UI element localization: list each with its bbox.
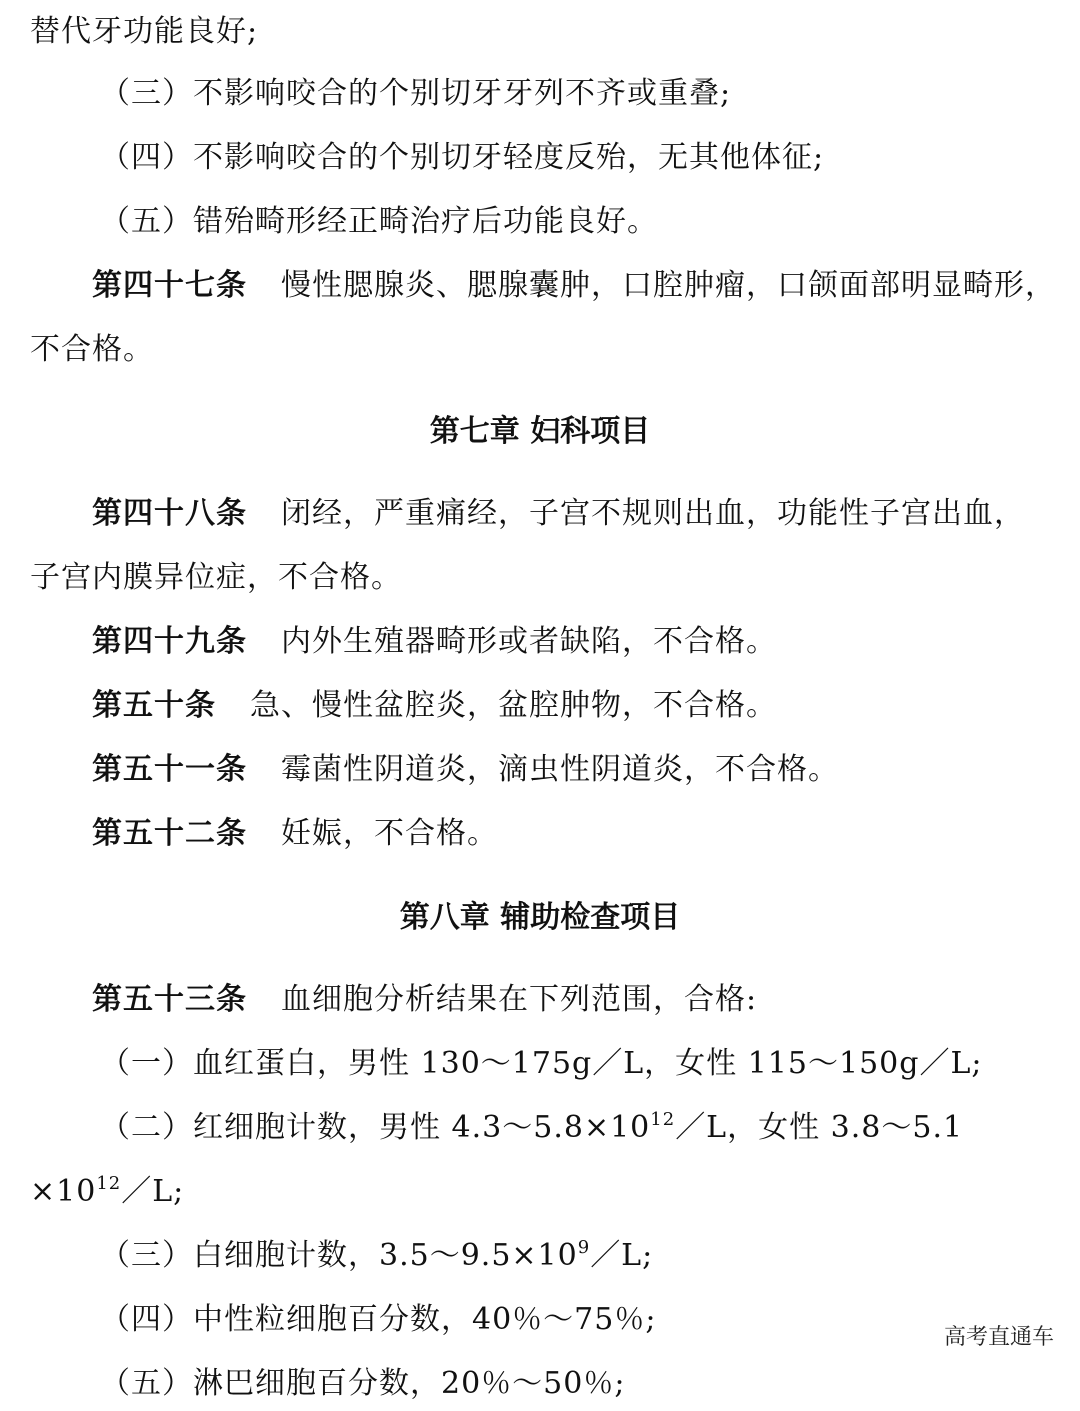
line-text: ／L; [590, 1238, 654, 1273]
watermark: 高考直通车 [943, 1325, 1054, 1350]
article-text: 急、慢性盆腔炎，盆腔肿物，不合格。 [250, 688, 777, 723]
text-line [0, 74, 1080, 114]
line-text: ／L; [121, 1174, 185, 1209]
article-49 [0, 622, 1080, 662]
line-text: （一）血红蛋白，男性 130～175g／L，女性 115～150g／L; [100, 1046, 983, 1081]
line-text: ×10 [30, 1174, 97, 1209]
article-label: 第四十九条 [92, 624, 247, 659]
article-text: 内外生殖器畸形或者缺陷，不合格。 [281, 624, 777, 659]
line-text: （二）红细胞计数，男性 4.3～5.8×10 [100, 1110, 651, 1145]
line-text: 子宫内膜异位症，不合格。 [30, 560, 402, 595]
article-label: 第五十二条 [92, 816, 247, 851]
superscript: 12 [650, 1109, 676, 1130]
chapter-heading: 第七章 妇科项目 [429, 414, 651, 449]
article-label: 第五十三条 [92, 982, 247, 1017]
text-line [0, 1044, 1080, 1084]
article-53 [0, 980, 1080, 1020]
article-text: 慢性腮腺炎、腮腺囊肿，口腔肿瘤，口颌面部明显畸形， [281, 268, 1056, 303]
text-line [0, 330, 1080, 370]
text-line [0, 1364, 1080, 1404]
article-47 [0, 266, 1080, 306]
article-51 [0, 750, 1080, 790]
chapter-heading: 第八章 辅助检查项目 [399, 900, 681, 935]
article-label: 第四十八条 [92, 496, 247, 531]
text-line [0, 12, 1080, 52]
article-50 [0, 686, 1080, 726]
text-line [0, 1172, 1080, 1212]
line-text: ／L，女性 3.8～5.1 [675, 1110, 964, 1145]
article-text: 闭经，严重痛经，子宫不规则出血，功能性子宫出血， [281, 496, 1025, 531]
article-text: 霉菌性阴道炎，滴虫性阴道炎，不合格。 [281, 752, 839, 787]
text-line [0, 202, 1080, 242]
line-text: 替代牙功能良好; [30, 14, 259, 49]
text-line [0, 1236, 1080, 1276]
text-line [0, 138, 1080, 178]
text-line [0, 558, 1080, 598]
superscript: 9 [577, 1237, 591, 1258]
line-text: （三）白细胞计数，3.5～9.5×10 [100, 1238, 578, 1273]
line-text: 不合格。 [30, 332, 154, 367]
text-line [0, 1300, 1080, 1340]
article-48 [0, 494, 1080, 534]
line-text: （五）淋巴细胞百分数，20％～50％; [100, 1366, 626, 1401]
article-text: 妊娠，不合格。 [281, 816, 498, 851]
superscript: 12 [96, 1173, 122, 1194]
line-text: （四）中性粒细胞百分数，40％～75％; [100, 1302, 657, 1337]
article-label: 第五十条 [92, 688, 216, 723]
article-label: 第五十一条 [92, 752, 247, 787]
text-line [0, 1108, 1080, 1148]
line-text: （五）错殆畸形经正畸治疗后功能良好。 [100, 204, 658, 239]
line-text: （三）不影响咬合的个别切牙牙列不齐或重叠; [100, 76, 732, 111]
article-label: 第四十七条 [92, 268, 247, 303]
article-52 [0, 814, 1080, 854]
line-text: （四）不影响咬合的个别切牙轻度反殆，无其他体征; [100, 140, 825, 175]
article-text: 血细胞分析结果在下列范围，合格: [281, 982, 758, 1017]
